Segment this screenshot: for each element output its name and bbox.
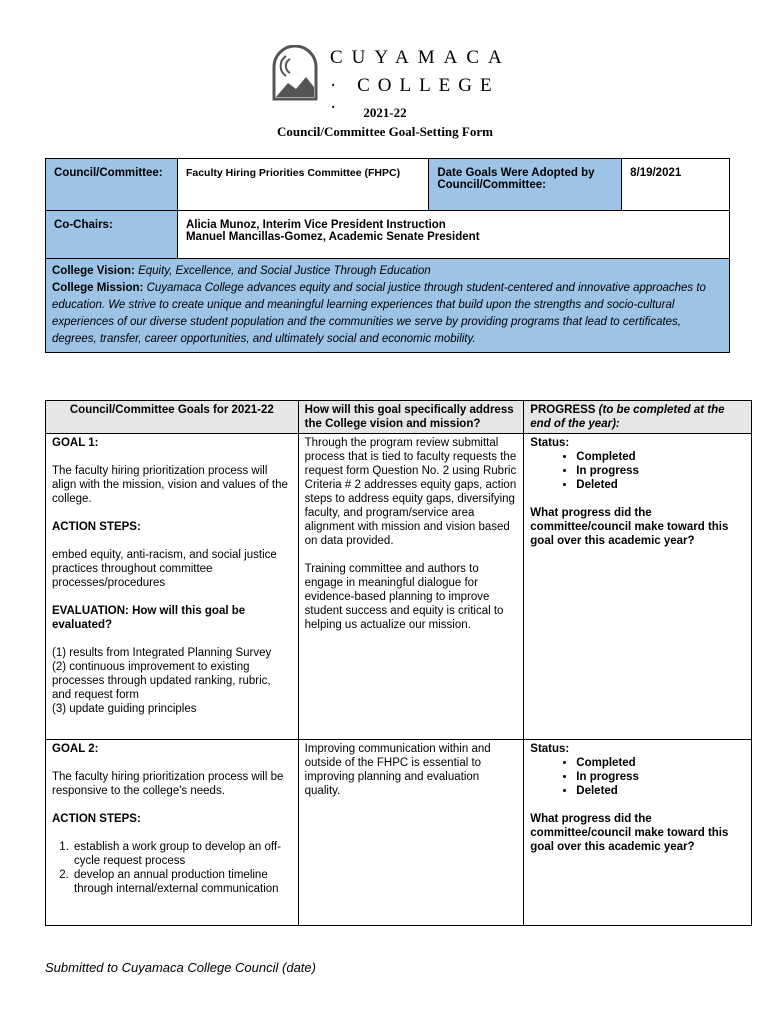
status-in-progress: • In progress bbox=[576, 770, 745, 784]
logo-wordmark-bottom: · COLLEGE · bbox=[330, 75, 500, 118]
college-logo-mark bbox=[270, 45, 320, 101]
goal-1-status-label: Status: bbox=[530, 437, 570, 449]
council-label: Council/Committee: bbox=[46, 159, 178, 211]
footer-submitted: Submitted to Cuyamaca College Council (date) bbox=[45, 960, 316, 975]
goal-2-title: GOAL 2: bbox=[52, 743, 99, 755]
goal-2-statement: The faculty hiring prioritization process will be responsive to the college's needs. bbox=[52, 771, 284, 797]
goal-1-statement: The faculty hiring prioritization process will align with the mission, vision and values of the college. bbox=[52, 465, 288, 505]
mission-text: Cuyamaca College advances equity and social justice through student-centered and innovative approaches to education. We strive to create unique and meaningful learning experiences that build upon the strengths and socio-cultural experiences of our diverse student population and the communities we serve by providing programs that lead to certificates, degrees, transfer, career opportunities, and ultimately social and economic mobility. bbox=[52, 282, 706, 345]
progress-header bbox=[524, 401, 752, 434]
goal-2-steps bbox=[52, 840, 292, 896]
council-value: Faculty Hiring Priorities Committee (FHPC) bbox=[177, 159, 428, 211]
goal-1-progress-cell bbox=[524, 434, 752, 740]
goal-2-how-cell bbox=[298, 740, 524, 926]
goal-2-status-list bbox=[530, 756, 745, 798]
goal-1-action-label: ACTION STEPS: bbox=[52, 521, 141, 533]
goal-2-step: 1. establish a work group to develop an off-cycle request process bbox=[72, 840, 292, 868]
goal-2-step: 2. develop an annual production timeline through internal/external communication bbox=[72, 868, 292, 896]
how-header: How will this goal specifically address the College vision and mission? bbox=[298, 401, 524, 434]
status-completed: • Completed bbox=[576, 450, 745, 464]
goal-2-how-text: Improving communication within and outside of the FHPC is essential to improving planning and evaluation quality. bbox=[304, 743, 491, 797]
date-adopted-value: 8/19/2021 bbox=[622, 159, 730, 211]
goal-1-eval-item: (3) update guiding principles bbox=[52, 703, 197, 715]
cochair-1: Alicia Munoz, Interim Vice President Instruction bbox=[185, 219, 446, 231]
progress-header-italic: (to be completed at the end of the year): bbox=[530, 404, 725, 430]
cochairs-value bbox=[177, 211, 729, 259]
cochair-2: Manuel Mancillas-Gomez, Academic Senate President bbox=[185, 231, 480, 243]
vision-text: Equity, Excellence, and Social Justice Through Education bbox=[138, 265, 431, 277]
goal-2-cell bbox=[46, 740, 299, 926]
goal-1-eval-item: (1) results from Integrated Planning Survey bbox=[52, 647, 272, 659]
goals-table bbox=[45, 400, 752, 926]
goal-1-how-cell bbox=[298, 434, 524, 740]
status-deleted: • Deleted bbox=[576, 478, 745, 492]
goal-1-eval-label: EVALUATION: How will this goal be evaluated? bbox=[52, 605, 246, 631]
goal-2-action-label: ACTION STEPS: bbox=[52, 813, 141, 825]
date-adopted-label: Date Goals Were Adopted by Council/Committee: bbox=[429, 159, 622, 211]
vision-mission-cell bbox=[46, 259, 730, 353]
committee-info-table bbox=[45, 158, 730, 353]
status-deleted: • Deleted bbox=[576, 784, 745, 798]
goal-1-how-text: Through the program review submittal process that is tied to faculty requests the request form Question No. 2 using Rubric Criteria # 2 addresses equity gaps, action steps to address equity gaps, diversifying faculty, and program/service area alignment with mission and vision based on data provided. bbox=[304, 437, 517, 547]
goal-1-progress-question: What progress did the committee/council make toward this goal over this academic year? bbox=[530, 507, 729, 547]
cochairs-label: Co-Chairs: bbox=[46, 211, 178, 259]
logo-wordmark-top: CUYAMACA bbox=[330, 47, 511, 68]
goal-1-action-text: embed equity, anti-racism, and social justice practices throughout committee processes/procedures bbox=[52, 549, 277, 589]
form-year: 2021-22 bbox=[363, 105, 407, 120]
form-title: Council/Committee Goal-Setting Form bbox=[277, 124, 493, 139]
goal-1-status-list bbox=[530, 450, 745, 492]
goal-2-progress-question: What progress did the committee/council make toward this goal over this academic year? bbox=[530, 813, 729, 853]
goal-1-eval-item: (2) continuous improvement to existing processes through updated ranking, rubric, and request form bbox=[52, 661, 271, 701]
goal-1-title: GOAL 1: bbox=[52, 437, 99, 449]
progress-header-bold: PROGRESS bbox=[530, 404, 596, 416]
status-in-progress: • In progress bbox=[576, 464, 745, 478]
goals-header: Council/Committee Goals for 2021-22 bbox=[46, 401, 299, 434]
goal-1-how-text-2: Training committee and authors to engage in meaningful dialogue for evidence-based planning to improve student success and equity is critical to helping us actualize our mission. bbox=[304, 563, 504, 631]
status-completed: • Completed bbox=[576, 756, 745, 770]
vision-label: College Vision: bbox=[52, 265, 135, 277]
mission-label: College Mission: bbox=[52, 282, 144, 294]
goal-2-progress-cell bbox=[524, 740, 752, 926]
goal-2-status-label: Status: bbox=[530, 743, 570, 755]
goal-1-cell bbox=[46, 434, 299, 740]
